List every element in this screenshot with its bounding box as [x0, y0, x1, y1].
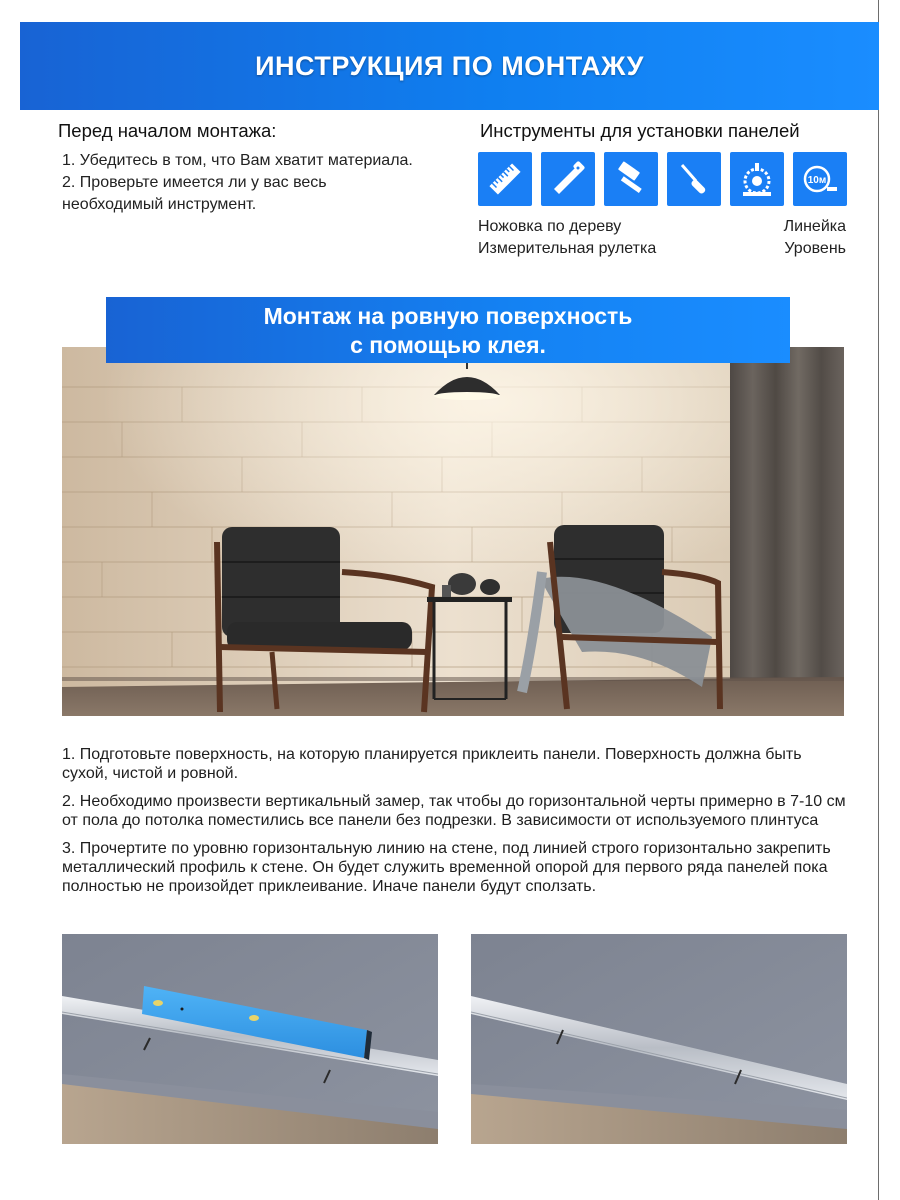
tool-label: Уровень — [784, 240, 846, 257]
tool-label: Ножовка по дереву — [478, 218, 622, 235]
instruction-steps — [62, 745, 852, 905]
tape-measure-label: 10м — [807, 175, 827, 186]
preparation-title: Перед началом монтажа: — [58, 120, 277, 141]
interior-photo — [62, 347, 844, 716]
tools-section — [478, 120, 848, 264]
page-border — [878, 0, 879, 1200]
step-text: 3. Прочертите по уровню горизонтальную линию на стене, под линией строго горизонтально закрепить металлический профиль к стене. Он будет служить временной опорой для первого ряда панелей пока полностью не произойдет приклеивание. Иначе панели будут сползать. — [62, 840, 831, 895]
level-profile-image — [62, 934, 438, 1144]
section-title-line1: Монтаж на ровную поверхность — [263, 303, 633, 329]
preparation-section — [58, 120, 458, 216]
step-text: 2. Необходимо произвести вертикальный замер, так чтобы до горизонтальной черты примерно в 7-10 см от пола до потолка поместились все панели без подрезки. В зависимости от используемого плинтуса — [62, 793, 846, 829]
preparation-item: необходимый инструмент. — [62, 196, 257, 213]
preparation-item: 1. Убедитесь в том, что Вам хватит материала. — [62, 152, 413, 169]
tool-labels — [478, 216, 848, 264]
section-banner — [106, 297, 790, 363]
section-title-line2: с помощью клея. — [350, 332, 546, 358]
screwdriver-icon — [667, 152, 721, 206]
step-text: 1. Подготовьте поверхность, на которую планируется приклеить панели. Поверхность должна быть сухой, чистой и ровной. — [62, 746, 802, 782]
tool-icons-row — [478, 152, 848, 206]
tools-title: Инструменты для установки панелей — [480, 120, 800, 141]
header-banner — [20, 22, 879, 110]
tape-measure-icon — [793, 152, 847, 206]
circular-saw-icon — [730, 152, 784, 206]
tool-label: Измерительная рулетка — [478, 240, 657, 257]
hammer-icon — [604, 152, 658, 206]
saw-icon — [541, 152, 595, 206]
tool-label: Линейка — [783, 218, 846, 235]
ruler-icon — [478, 152, 532, 206]
preparation-item: 2. Проверьте имеется ли у вас весь — [62, 174, 327, 191]
profile-image — [471, 934, 847, 1144]
page-title: ИНСТРУКЦИЯ ПО МОНТАЖУ — [255, 50, 644, 81]
